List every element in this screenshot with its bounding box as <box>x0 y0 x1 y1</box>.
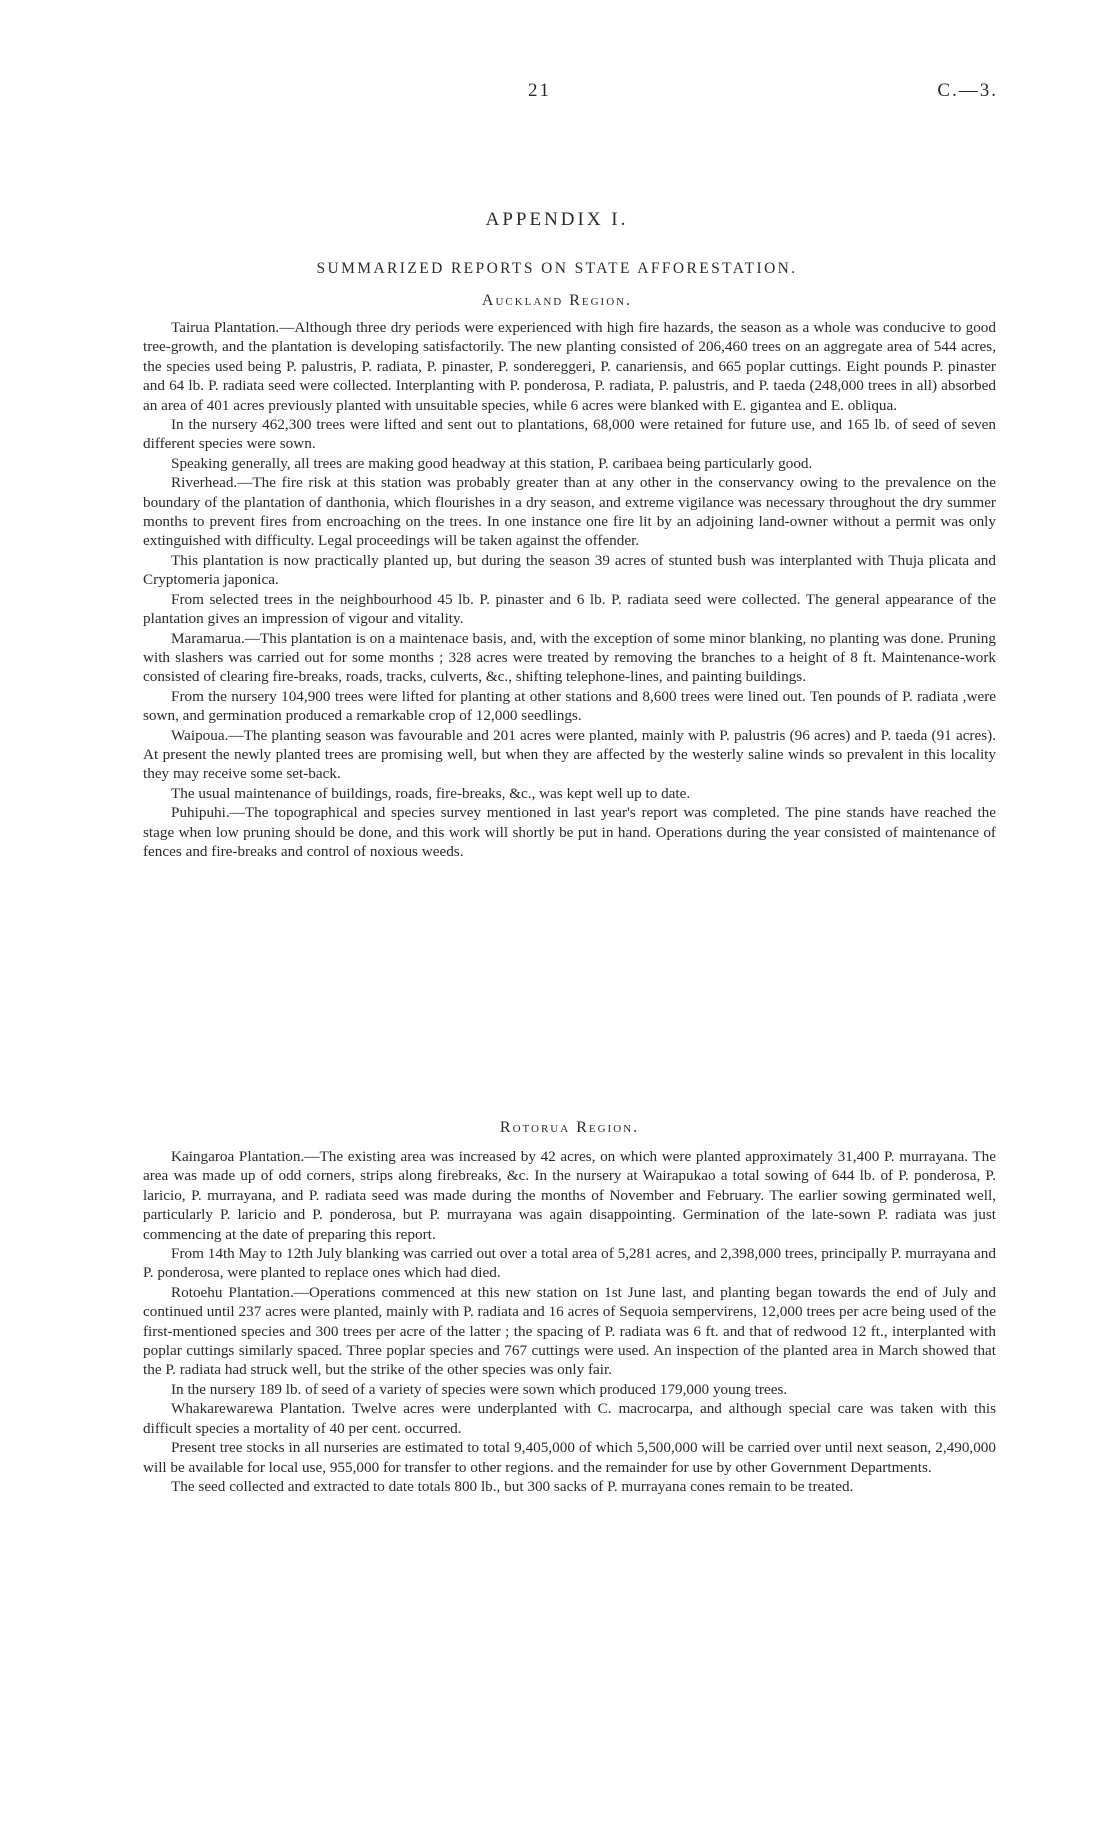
auckland-region-section <box>143 318 996 861</box>
paragraph-rotoehu-nursery: In the nursery 189 lb. of seed of a variety of species were sown which produced 179,000 young trees. <box>171 1380 788 1398</box>
appendix-title: APPENDIX I. <box>485 209 629 230</box>
paragraph-whakarewarewa: Whakarewarewa Plantation. Twelve acres were underplanted with C. macrocarpa, and although special care was taken with this difficult species a mortality of 40 per cent. occurred. <box>143 1400 996 1437</box>
paragraph-tairua: Tairua Plantation.—Although three dry periods were experienced with high fire hazards, the season as a whole was conducive to good tree-growth, and the plantation is developing satisfactorily. The new planting consisted of 206,460 trees on an aggregate area of 544 acres, the species used being P. palustris, P. radiata, P. pinaster, P. sondereggeri, P. canariensis, and 665 poplar cuttings. Eight pounds P. pinaster and 64 lb. P. radiata seed were collected. Interplanting with P. ponderosa, P. radiata, P. palustris, and P. taeda (248,000 trees in all) absorbed an area of 401 acres previously planted with unsuitable species, while 6 acres were blanked with E. gigantea and E. obliqua. <box>143 319 996 414</box>
page-header <box>0 80 1114 110</box>
paragraph-seed-collected: The seed collected and extracted to date totals 800 lb., but 300 sacks of P. murrayana cones remain to be treated. <box>171 1477 854 1495</box>
paragraph-puhipuhi: Puhipuhi.—The topographical and species survey mentioned in last year's report was completed. The pine stands have reached the stage when low pruning should be done, and this work will shortly be put in hand. Operations during the year consisted of maintenance of fences and fire-breaks and control of noxious weeds. <box>143 804 996 860</box>
page-number: 21 <box>528 80 551 101</box>
paragraph-tree-stocks: Present tree stocks in all nurseries are estimated to total 9,405,000 of which 5,500,000 will be carried over until next season, 2,490,000 will be available for local use, 955,000 for transfer to other regions. and the remainder for use by other Government Departments. <box>143 1439 996 1476</box>
paragraph-riverhead: Riverhead.—The fire risk at this station was probably greater than at any other in the conservancy owing to the prevalence on the boundary of the plantation of danthonia, which flourishes in a dry season, and extreme vigilance was necessary throughout the dry summer months to prevent fires from encroaching on the trees. In one instance one fire lit by an adjoining land-owner without a permit was only extinguished with difficulty. Legal proceedings will be taken against the offender. <box>143 474 996 550</box>
report-title: SUMMARIZED REPORTS ON STATE AFFORESTATION. <box>316 260 798 277</box>
auckland-region-heading: Auckland Region. <box>481 292 633 309</box>
paragraph-riverhead-seed: From selected trees in the neighbourhood 45 lb. P. pinaster and 6 lb. P. radiata seed were collected. The general appearance of the plantation gives an impression of vigour and vitality. <box>143 590 996 628</box>
paragraph-rotoehu: Rotoehu Plantation.—Operations commenced at this new station on 1st June last, and planting began towards the end of July and continued until 237 acres were planted, mainly with P. radiata and 16 acres of Sequoia sempervirens, 12,000 trees per acre being used of the first-mentioned species and 300 trees per acre of the latter ; the spacing of P. radiata was 6 ft. and that of redwood 12 ft., interplanted with poplar cuttings similarly spaced. Three poplar species and 767 cuttings were used. An inspection of the planted area in March showed that the P. radiata had struck well, but the strike of the other species was only fair. <box>143 1283 996 1379</box>
paragraph-kaingaroa: Kaingaroa Plantation.—The existing area was increased by 42 acres, on which were planted approximately 31,400 P. murrayana. The area was made up of odd corners, strips along firebreaks, &c. In the nursery at Wairapukao a total sowing of 644 lb. of P. ponderosa, P. laricio, P. murrayana, and P. radiata seed was made during the months of November and February. The earlier sowing germinated well, particularly P. laricio and P. ponderosa, but P. murrayana was again disappointing. Germination of the late-sown P. radiata was just commencing at the date of preparing this report. <box>143 1148 996 1243</box>
paragraph-tairua-nursery: In the nursery 462,300 trees were lifted and sent out to plantations, 68,000 were retained for future use, and 165 lb. of seed of seven different species were sown. <box>143 416 996 453</box>
paragraph-waipoua: Waipoua.—The planting season was favourable and 201 acres were planted, mainly with P. palustris (96 acres) and P. taeda (91 acres). At present the newly planted trees are promising well, but when they are affected by the westerly saline winds so prevalent in this locality they may receive some set-back. <box>143 726 996 783</box>
paragraph-waipoua-maintenance: The usual maintenance of buildings, roads, fire-breaks, &c., was kept well up to date. <box>171 784 691 802</box>
paragraph-maramarua-nursery: From the nursery 104,900 trees were lifted for planting at other stations and 8,600 trees were lined out. Ten pounds of P. radiata ,were sown, and germination produced a remarkable crop of 12,000 seedlings. <box>143 687 996 725</box>
paper-reference: C.—3. <box>937 80 998 101</box>
paragraph-maramarua: Maramarua.—This plantation is on a maintenace basis, and, with the exception of some minor blanking, no planting was done. Pruning with slashers was carried out for some months ; 328 acres were treated by removing the branches to a height of 8 ft. Maintenance-work consisted of clearing fire-breaks, roads, tracks, culverts, &c., shifting telephone-lines, and painting buildings. <box>143 629 996 686</box>
paragraph-tairua-general: Speaking generally, all trees are making good headway at this station, P. caribaea being particularly good. <box>171 454 813 472</box>
paragraph-kaingaroa-blanking: From 14th May to 12th July blanking was carried out over a total area of 5,281 acres, and 2,398,000 trees, principally P. murrayana and P. ponderosa, were planted to replace ones which had died. <box>143 1245 996 1282</box>
rotorua-region-section <box>143 1119 996 1496</box>
paragraph-riverhead-interplanting: This plantation is now practically planted up, but during the season 39 acres of stunted bush was interplanted with Thuja plicata and Cryptomeria japonica. <box>143 551 996 589</box>
rotorua-region-heading: Rotorua Region. <box>499 1119 640 1136</box>
